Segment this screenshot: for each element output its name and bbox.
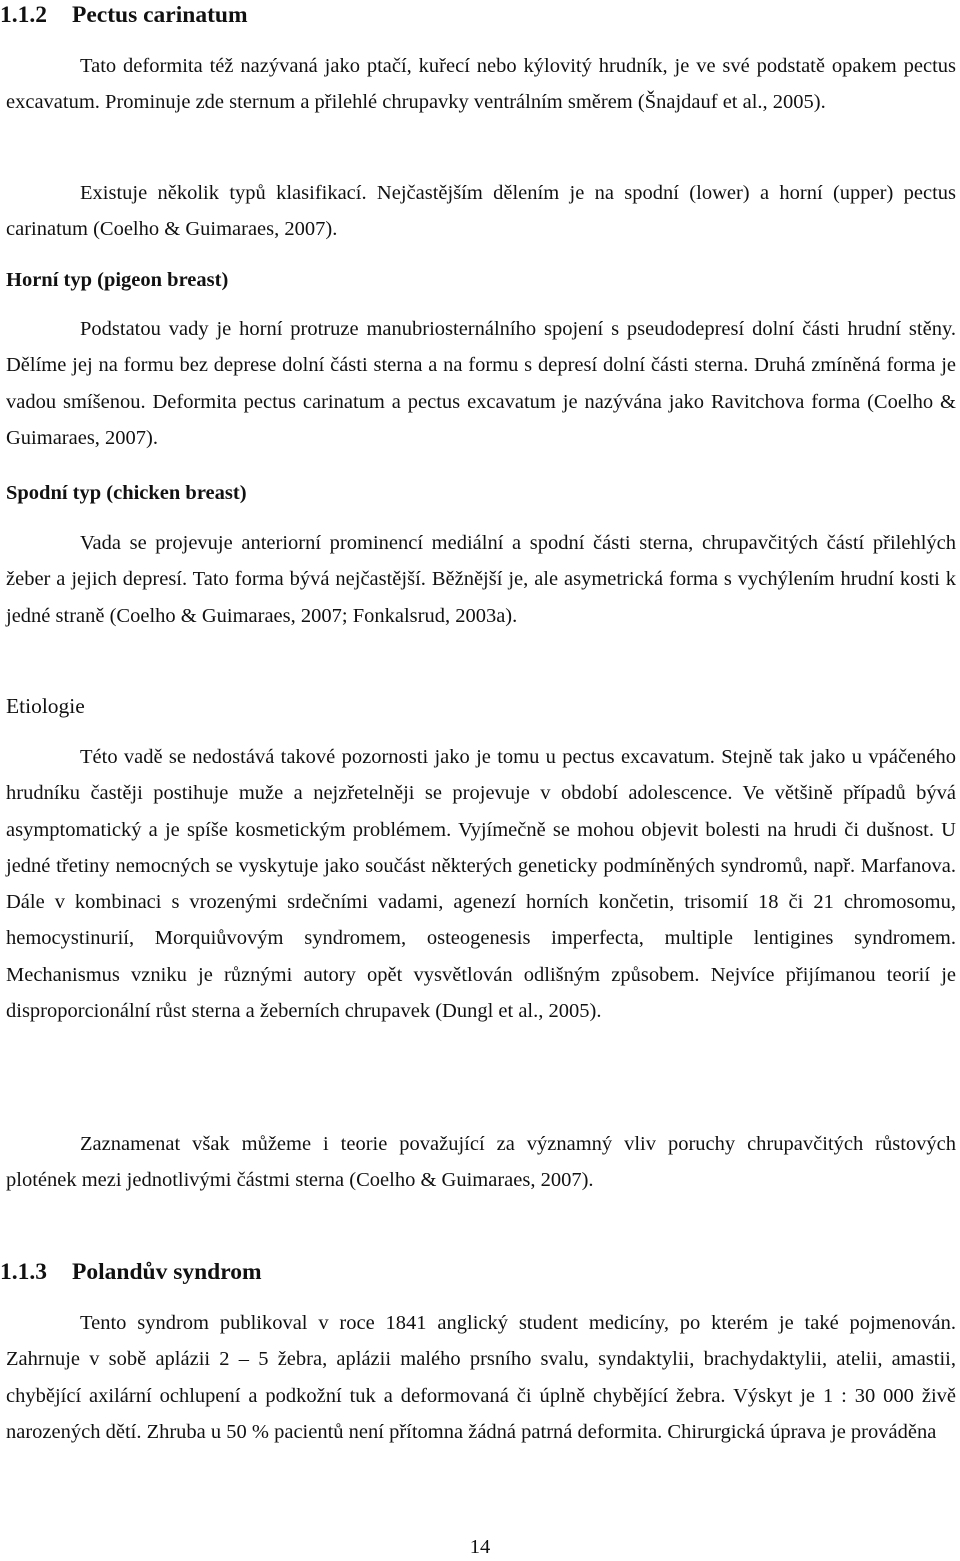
subheading-chicken-breast: Spodní typ (chicken breast) — [6, 482, 247, 504]
subheading-pigeon-breast: Horní typ (pigeon breast) — [6, 269, 229, 291]
paragraph: Tato deformita též nazývaná jako ptačí, kuřecí nebo kýlovitý hrudník, je ve své podstatě opakem pectus excavatum. Prominuje zde sternum a přilehlé chrupavky ventrálním směrem (Šnajdauf et al., 2005). — [6, 55, 956, 114]
paragraph: Existuje několik typů klasifikací. Nejčastějším dělením je na spodní (lower) a horní (upper) pectus carinatum (Coelho & Guimaraes, 2007). — [6, 182, 956, 241]
section-title: Pectus carinatum — [72, 2, 248, 28]
section-number: 1.1.3 — [0, 1259, 47, 1285]
page-number: 14 — [469, 1536, 491, 1558]
paragraph: Zaznamenat však můžeme i teorie považující za významný vliv poruchy chrupavčitých růstových plotének mezi jednotlivými částmi sterna (Coelho & Guimaraes, 2007). — [6, 1133, 956, 1192]
subheading-etiologie: Etiologie — [6, 694, 85, 718]
section-heading-pectus-carinatum — [0, 0, 248, 30]
section-title: Polandův syndrom — [72, 1259, 262, 1285]
paragraph: Této vadě se nedostává takové pozornosti jako je tomu u pectus excavatum. Stejně tak jako u vpáčeného hrudníku častěji postihuje muže a nejzřetelněji se projevuje v období adolescence. Ve většině případů bývá asymptomatický a je spíše kosmetickým problémem. Vyjímečně se mohou objevit bolesti na hrudi či dušnost. U jedné třetiny nemocných se vyskytuje jako součást některých geneticky podmíněných syndromů, např. Marfanova. Dále v kombinaci s vrozenými srdečními vadami, agenezí horních končetin, trisomií 18 či 21 chromosomu, hemocystinurií, Morquiůvovým syndromem, osteogenesis imperfecta, multiple lentigines syndromem. Mechanismus vzniku je různými autory opět vysvětlován odlišným způsobem. Nejvíce přijímanou teorií je disproporcionální růst sterna a žeberních chrupavek (Dungl et al., 2005). — [6, 746, 956, 1023]
paragraph: Vada se projevuje anteriorní prominencí mediální a spodní části sterna, chrupavčitých částí přilehlých žeber a jejich depresí. Tato forma bývá nejčastější. Běžnější je, ale asymetrická forma s vychýlením hrudní kosti k jedné straně (Coelho & Guimaraes, 2007; Fonkalsrud, 2003a). — [6, 532, 956, 627]
paragraph: Podstatou vady je horní protruze manubriosternálního spojení s pseudodepresí dolní části hrudní stěny. Dělíme jej na formu bez deprese dolní části sterna a na formu s depresí dolní části sterna. Druhá zmíněná forma je vadou smíšenou. Deformita pectus carinatum a pectus excavatum je nazývána jako Ravitchova forma (Coelho & Guimaraes, 2007). — [6, 318, 956, 449]
paragraph: Tento syndrom publikoval v roce 1841 anglický student medicíny, po kterém je také pojmenován. Zahrnuje v sobě aplázii 2 – 5 žebra, aplázii malého prsního svalu, syndaktylii, brachydaktylii, atelii, amastii, chybějící axilární ochlupení a podkožní tuk a deformovaná či úplně chybějící žebra. Výskyt je 1 : 30 000 živě narozených dětí. Zhruba u 50 % pacientů není přítomna žádná patrná deformita. Chirurgická úprava je prováděna — [6, 1312, 956, 1443]
section-heading-poland-syndrome — [0, 1257, 262, 1287]
section-number: 1.1.2 — [0, 2, 47, 28]
